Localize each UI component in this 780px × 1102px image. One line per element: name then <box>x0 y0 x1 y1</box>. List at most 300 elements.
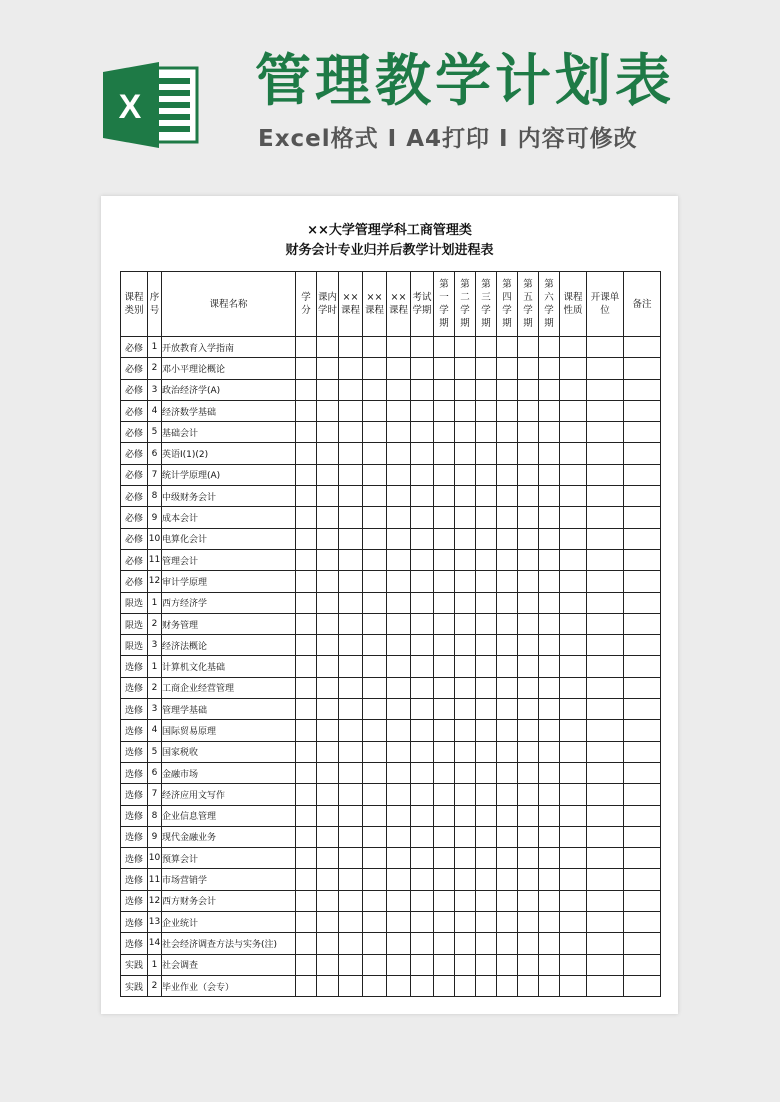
table-cell-empty[interactable] <box>518 528 539 549</box>
table-cell-empty[interactable] <box>296 741 317 762</box>
table-cell-empty[interactable] <box>560 933 587 954</box>
table-cell-empty[interactable] <box>411 677 434 698</box>
table-cell-empty[interactable] <box>624 486 661 507</box>
table-cell-empty[interactable] <box>363 613 387 634</box>
table-cell-empty[interactable] <box>317 337 339 358</box>
table-cell-empty[interactable] <box>434 933 455 954</box>
table-cell-empty[interactable] <box>411 549 434 570</box>
table-cell-empty[interactable] <box>411 912 434 933</box>
table-cell-empty[interactable] <box>455 486 476 507</box>
table-cell-empty[interactable] <box>387 720 411 741</box>
table-cell-empty[interactable] <box>518 337 539 358</box>
table-cell-empty[interactable] <box>317 507 339 528</box>
table-cell-empty[interactable] <box>476 549 497 570</box>
table-cell-empty[interactable] <box>587 549 624 570</box>
table-cell-empty[interactable] <box>296 933 317 954</box>
table-cell-empty[interactable] <box>624 464 661 485</box>
table-cell-empty[interactable] <box>387 486 411 507</box>
table-cell-empty[interactable] <box>317 379 339 400</box>
table-cell-empty[interactable] <box>455 422 476 443</box>
table-cell-empty[interactable] <box>296 422 317 443</box>
table-cell-empty[interactable] <box>624 443 661 464</box>
table-cell-empty[interactable] <box>363 869 387 890</box>
table-cell-empty[interactable] <box>455 677 476 698</box>
table-cell-empty[interactable] <box>434 890 455 911</box>
table-cell-empty[interactable] <box>539 720 560 741</box>
table-cell-empty[interactable] <box>339 400 363 421</box>
table-cell-empty[interactable] <box>339 784 363 805</box>
table-cell-empty[interactable] <box>363 826 387 847</box>
table-cell-empty[interactable] <box>434 741 455 762</box>
table-cell-empty[interactable] <box>317 358 339 379</box>
table-cell-empty[interactable] <box>587 975 624 996</box>
table-cell-empty[interactable] <box>434 464 455 485</box>
table-cell-empty[interactable] <box>296 720 317 741</box>
table-cell-empty[interactable] <box>539 528 560 549</box>
table-cell-empty[interactable] <box>317 592 339 613</box>
table-cell-empty[interactable] <box>339 848 363 869</box>
table-cell-empty[interactable] <box>411 826 434 847</box>
table-cell-empty[interactable] <box>387 869 411 890</box>
table-cell-empty[interactable] <box>411 464 434 485</box>
table-cell-empty[interactable] <box>539 358 560 379</box>
table-cell-empty[interactable] <box>363 379 387 400</box>
table-cell-empty[interactable] <box>539 635 560 656</box>
table-cell-empty[interactable] <box>497 826 518 847</box>
table-cell-empty[interactable] <box>587 954 624 975</box>
table-cell-empty[interactable] <box>539 912 560 933</box>
table-cell-empty[interactable] <box>476 975 497 996</box>
table-cell-empty[interactable] <box>587 677 624 698</box>
table-cell-empty[interactable] <box>539 613 560 634</box>
table-cell-empty[interactable] <box>434 784 455 805</box>
table-cell-empty[interactable] <box>296 443 317 464</box>
table-cell-empty[interactable] <box>317 443 339 464</box>
table-cell-empty[interactable] <box>434 337 455 358</box>
table-cell-empty[interactable] <box>387 656 411 677</box>
table-cell-empty[interactable] <box>296 954 317 975</box>
table-cell-empty[interactable] <box>296 826 317 847</box>
table-cell-empty[interactable] <box>455 784 476 805</box>
table-cell-empty[interactable] <box>497 741 518 762</box>
table-cell-empty[interactable] <box>455 848 476 869</box>
table-cell-empty[interactable] <box>363 912 387 933</box>
table-cell-empty[interactable] <box>539 699 560 720</box>
table-cell-empty[interactable] <box>560 805 587 826</box>
table-cell-empty[interactable] <box>455 549 476 570</box>
table-cell-empty[interactable] <box>497 933 518 954</box>
table-cell-empty[interactable] <box>560 677 587 698</box>
table-cell-empty[interactable] <box>497 507 518 528</box>
table-cell-empty[interactable] <box>560 549 587 570</box>
table-cell-empty[interactable] <box>339 358 363 379</box>
table-cell-empty[interactable] <box>518 379 539 400</box>
table-cell-empty[interactable] <box>411 507 434 528</box>
table-cell-empty[interactable] <box>296 784 317 805</box>
table-cell-empty[interactable] <box>455 975 476 996</box>
table-cell-empty[interactable] <box>518 486 539 507</box>
table-cell-empty[interactable] <box>518 677 539 698</box>
table-cell-empty[interactable] <box>587 443 624 464</box>
table-cell-empty[interactable] <box>497 975 518 996</box>
table-cell-empty[interactable] <box>387 741 411 762</box>
table-cell-empty[interactable] <box>455 379 476 400</box>
table-cell-empty[interactable] <box>296 890 317 911</box>
table-cell-empty[interactable] <box>339 592 363 613</box>
table-cell-empty[interactable] <box>363 720 387 741</box>
table-cell-empty[interactable] <box>411 592 434 613</box>
table-cell-empty[interactable] <box>339 762 363 783</box>
table-cell-empty[interactable] <box>624 677 661 698</box>
table-cell-empty[interactable] <box>476 507 497 528</box>
table-cell-empty[interactable] <box>434 826 455 847</box>
table-cell-empty[interactable] <box>317 741 339 762</box>
table-cell-empty[interactable] <box>624 528 661 549</box>
table-cell-empty[interactable] <box>455 358 476 379</box>
table-cell-empty[interactable] <box>296 762 317 783</box>
table-cell-empty[interactable] <box>539 571 560 592</box>
table-cell-empty[interactable] <box>560 613 587 634</box>
table-cell-empty[interactable] <box>497 464 518 485</box>
table-cell-empty[interactable] <box>560 464 587 485</box>
table-cell-empty[interactable] <box>296 358 317 379</box>
table-cell-empty[interactable] <box>455 528 476 549</box>
table-cell-empty[interactable] <box>587 337 624 358</box>
table-cell-empty[interactable] <box>296 699 317 720</box>
table-cell-empty[interactable] <box>317 464 339 485</box>
table-cell-empty[interactable] <box>560 358 587 379</box>
table-cell-empty[interactable] <box>339 677 363 698</box>
table-cell-empty[interactable] <box>587 805 624 826</box>
table-cell-empty[interactable] <box>434 848 455 869</box>
table-cell-empty[interactable] <box>476 422 497 443</box>
table-cell-empty[interactable] <box>497 443 518 464</box>
table-cell-empty[interactable] <box>497 358 518 379</box>
table-cell-empty[interactable] <box>317 826 339 847</box>
table-cell-empty[interactable] <box>339 422 363 443</box>
table-cell-empty[interactable] <box>497 592 518 613</box>
table-cell-empty[interactable] <box>455 507 476 528</box>
table-cell-empty[interactable] <box>587 720 624 741</box>
table-cell-empty[interactable] <box>497 954 518 975</box>
table-cell-empty[interactable] <box>518 613 539 634</box>
table-cell-empty[interactable] <box>411 358 434 379</box>
table-cell-empty[interactable] <box>317 635 339 656</box>
table-cell-empty[interactable] <box>476 805 497 826</box>
table-cell-empty[interactable] <box>387 677 411 698</box>
table-cell-empty[interactable] <box>497 400 518 421</box>
table-cell-empty[interactable] <box>560 741 587 762</box>
table-cell-empty[interactable] <box>539 826 560 847</box>
table-cell-empty[interactable] <box>539 422 560 443</box>
table-cell-empty[interactable] <box>317 613 339 634</box>
table-cell-empty[interactable] <box>387 805 411 826</box>
table-cell-empty[interactable] <box>434 699 455 720</box>
table-cell-empty[interactable] <box>387 784 411 805</box>
table-cell-empty[interactable] <box>339 635 363 656</box>
table-cell-empty[interactable] <box>434 400 455 421</box>
table-cell-empty[interactable] <box>411 635 434 656</box>
table-cell-empty[interactable] <box>518 507 539 528</box>
table-cell-empty[interactable] <box>624 507 661 528</box>
table-cell-empty[interactable] <box>539 869 560 890</box>
table-cell-empty[interactable] <box>476 912 497 933</box>
table-cell-empty[interactable] <box>497 784 518 805</box>
table-cell-empty[interactable] <box>387 528 411 549</box>
table-cell-empty[interactable] <box>339 741 363 762</box>
table-cell-empty[interactable] <box>497 613 518 634</box>
table-cell-empty[interactable] <box>624 422 661 443</box>
table-cell-empty[interactable] <box>497 635 518 656</box>
table-cell-empty[interactable] <box>434 613 455 634</box>
table-cell-empty[interactable] <box>587 635 624 656</box>
table-cell-empty[interactable] <box>587 507 624 528</box>
table-cell-empty[interactable] <box>363 805 387 826</box>
table-cell-empty[interactable] <box>339 933 363 954</box>
table-cell-empty[interactable] <box>411 656 434 677</box>
table-cell-empty[interactable] <box>587 422 624 443</box>
table-cell-empty[interactable] <box>587 528 624 549</box>
table-cell-empty[interactable] <box>624 635 661 656</box>
table-cell-empty[interactable] <box>476 528 497 549</box>
table-cell-empty[interactable] <box>296 912 317 933</box>
table-cell-empty[interactable] <box>411 613 434 634</box>
table-cell-empty[interactable] <box>587 592 624 613</box>
table-cell-empty[interactable] <box>411 933 434 954</box>
table-cell-empty[interactable] <box>518 464 539 485</box>
table-cell-empty[interactable] <box>339 975 363 996</box>
table-cell-empty[interactable] <box>387 337 411 358</box>
table-cell-empty[interactable] <box>518 358 539 379</box>
table-cell-empty[interactable] <box>624 358 661 379</box>
table-cell-empty[interactable] <box>539 805 560 826</box>
table-cell-empty[interactable] <box>539 443 560 464</box>
table-cell-empty[interactable] <box>296 613 317 634</box>
table-cell-empty[interactable] <box>434 507 455 528</box>
table-cell-empty[interactable] <box>539 890 560 911</box>
table-cell-empty[interactable] <box>434 592 455 613</box>
table-cell-empty[interactable] <box>455 890 476 911</box>
table-cell-empty[interactable] <box>387 464 411 485</box>
table-cell-empty[interactable] <box>387 613 411 634</box>
table-cell-empty[interactable] <box>560 635 587 656</box>
table-cell-empty[interactable] <box>296 549 317 570</box>
table-cell-empty[interactable] <box>387 699 411 720</box>
table-cell-empty[interactable] <box>624 762 661 783</box>
table-cell-empty[interactable] <box>476 635 497 656</box>
table-cell-empty[interactable] <box>296 592 317 613</box>
table-cell-empty[interactable] <box>363 507 387 528</box>
table-cell-empty[interactable] <box>539 592 560 613</box>
table-cell-empty[interactable] <box>476 762 497 783</box>
table-cell-empty[interactable] <box>476 933 497 954</box>
table-cell-empty[interactable] <box>411 571 434 592</box>
table-cell-empty[interactable] <box>497 656 518 677</box>
table-cell-empty[interactable] <box>339 337 363 358</box>
table-cell-empty[interactable] <box>363 741 387 762</box>
table-cell-empty[interactable] <box>317 784 339 805</box>
table-cell-empty[interactable] <box>476 741 497 762</box>
table-cell-empty[interactable] <box>560 848 587 869</box>
table-cell-empty[interactable] <box>587 486 624 507</box>
table-cell-empty[interactable] <box>560 720 587 741</box>
table-cell-empty[interactable] <box>317 422 339 443</box>
table-cell-empty[interactable] <box>624 848 661 869</box>
table-cell-empty[interactable] <box>434 656 455 677</box>
table-cell-empty[interactable] <box>476 358 497 379</box>
table-cell-empty[interactable] <box>296 571 317 592</box>
table-cell-empty[interactable] <box>539 762 560 783</box>
table-cell-empty[interactable] <box>624 613 661 634</box>
table-cell-empty[interactable] <box>624 549 661 570</box>
table-cell-empty[interactable] <box>363 784 387 805</box>
table-cell-empty[interactable] <box>317 656 339 677</box>
table-cell-empty[interactable] <box>497 699 518 720</box>
table-cell-empty[interactable] <box>434 528 455 549</box>
table-cell-empty[interactable] <box>587 464 624 485</box>
table-cell-empty[interactable] <box>339 954 363 975</box>
table-cell-empty[interactable] <box>296 677 317 698</box>
table-cell-empty[interactable] <box>387 422 411 443</box>
table-cell-empty[interactable] <box>339 464 363 485</box>
table-cell-empty[interactable] <box>411 337 434 358</box>
table-cell-empty[interactable] <box>317 933 339 954</box>
table-cell-empty[interactable] <box>455 443 476 464</box>
table-cell-empty[interactable] <box>363 443 387 464</box>
table-cell-empty[interactable] <box>560 379 587 400</box>
table-cell-empty[interactable] <box>339 699 363 720</box>
table-cell-empty[interactable] <box>411 869 434 890</box>
table-cell-empty[interactable] <box>317 549 339 570</box>
table-cell-empty[interactable] <box>455 635 476 656</box>
table-cell-empty[interactable] <box>411 954 434 975</box>
table-cell-empty[interactable] <box>363 464 387 485</box>
table-cell-empty[interactable] <box>624 571 661 592</box>
table-cell-empty[interactable] <box>411 720 434 741</box>
table-cell-empty[interactable] <box>518 549 539 570</box>
table-cell-empty[interactable] <box>296 507 317 528</box>
table-cell-empty[interactable] <box>455 741 476 762</box>
table-cell-empty[interactable] <box>455 592 476 613</box>
table-cell-empty[interactable] <box>476 677 497 698</box>
table-cell-empty[interactable] <box>363 337 387 358</box>
table-cell-empty[interactable] <box>296 379 317 400</box>
table-cell-empty[interactable] <box>497 677 518 698</box>
table-cell-empty[interactable] <box>434 379 455 400</box>
table-cell-empty[interactable] <box>317 720 339 741</box>
table-cell-empty[interactable] <box>518 933 539 954</box>
table-cell-empty[interactable] <box>411 400 434 421</box>
table-cell-empty[interactable] <box>317 975 339 996</box>
table-cell-empty[interactable] <box>497 549 518 570</box>
table-cell-empty[interactable] <box>411 890 434 911</box>
table-cell-empty[interactable] <box>434 869 455 890</box>
table-cell-empty[interactable] <box>434 720 455 741</box>
table-cell-empty[interactable] <box>363 954 387 975</box>
table-cell-empty[interactable] <box>434 443 455 464</box>
table-cell-empty[interactable] <box>339 528 363 549</box>
table-cell-empty[interactable] <box>411 805 434 826</box>
table-cell-empty[interactable] <box>476 443 497 464</box>
table-cell-empty[interactable] <box>624 337 661 358</box>
table-cell-empty[interactable] <box>434 486 455 507</box>
table-cell-empty[interactable] <box>317 528 339 549</box>
table-cell-empty[interactable] <box>476 337 497 358</box>
table-cell-empty[interactable] <box>624 805 661 826</box>
table-cell-empty[interactable] <box>587 784 624 805</box>
table-cell-empty[interactable] <box>296 337 317 358</box>
table-cell-empty[interactable] <box>387 975 411 996</box>
table-cell-empty[interactable] <box>387 592 411 613</box>
table-cell-empty[interactable] <box>560 443 587 464</box>
table-cell-empty[interactable] <box>539 954 560 975</box>
table-cell-empty[interactable] <box>387 890 411 911</box>
table-cell-empty[interactable] <box>434 358 455 379</box>
table-cell-empty[interactable] <box>296 869 317 890</box>
table-cell-empty[interactable] <box>587 699 624 720</box>
table-cell-empty[interactable] <box>624 699 661 720</box>
table-cell-empty[interactable] <box>560 422 587 443</box>
table-cell-empty[interactable] <box>317 848 339 869</box>
table-cell-empty[interactable] <box>587 379 624 400</box>
table-cell-empty[interactable] <box>587 826 624 847</box>
table-cell-empty[interactable] <box>497 337 518 358</box>
table-cell-empty[interactable] <box>387 635 411 656</box>
table-cell-empty[interactable] <box>363 549 387 570</box>
table-cell-empty[interactable] <box>560 912 587 933</box>
table-cell-empty[interactable] <box>411 699 434 720</box>
table-cell-empty[interactable] <box>411 784 434 805</box>
table-cell-empty[interactable] <box>363 699 387 720</box>
table-cell-empty[interactable] <box>560 571 587 592</box>
table-cell-empty[interactable] <box>476 784 497 805</box>
table-cell-empty[interactable] <box>339 613 363 634</box>
table-cell-empty[interactable] <box>560 826 587 847</box>
table-cell-empty[interactable] <box>387 443 411 464</box>
table-cell-empty[interactable] <box>434 975 455 996</box>
table-cell-empty[interactable] <box>455 337 476 358</box>
table-cell-empty[interactable] <box>411 762 434 783</box>
table-cell-empty[interactable] <box>455 699 476 720</box>
table-cell-empty[interactable] <box>455 613 476 634</box>
table-cell-empty[interactable] <box>560 954 587 975</box>
table-cell-empty[interactable] <box>624 720 661 741</box>
table-cell-empty[interactable] <box>560 400 587 421</box>
table-cell-empty[interactable] <box>587 762 624 783</box>
table-cell-empty[interactable] <box>624 826 661 847</box>
table-cell-empty[interactable] <box>518 869 539 890</box>
table-cell-empty[interactable] <box>518 422 539 443</box>
table-cell-empty[interactable] <box>411 528 434 549</box>
table-cell-empty[interactable] <box>587 571 624 592</box>
table-cell-empty[interactable] <box>476 848 497 869</box>
table-cell-empty[interactable] <box>363 848 387 869</box>
table-cell-empty[interactable] <box>476 720 497 741</box>
table-cell-empty[interactable] <box>539 464 560 485</box>
table-cell-empty[interactable] <box>411 422 434 443</box>
table-cell-empty[interactable] <box>476 486 497 507</box>
table-cell-empty[interactable] <box>363 422 387 443</box>
table-cell-empty[interactable] <box>339 571 363 592</box>
table-cell-empty[interactable] <box>476 826 497 847</box>
table-cell-empty[interactable] <box>434 549 455 570</box>
table-cell-empty[interactable] <box>476 379 497 400</box>
table-cell-empty[interactable] <box>363 933 387 954</box>
table-cell-empty[interactable] <box>387 933 411 954</box>
table-cell-empty[interactable] <box>387 571 411 592</box>
table-cell-empty[interactable] <box>587 358 624 379</box>
table-cell-empty[interactable] <box>455 954 476 975</box>
